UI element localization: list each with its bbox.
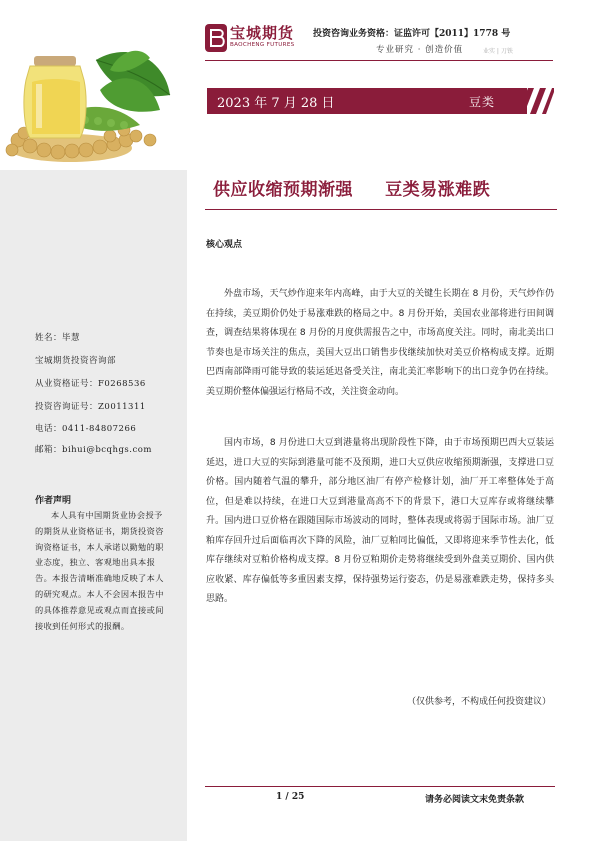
footer-divider: [205, 786, 555, 787]
footer-disclaimer-link[interactable]: 请务必阅读文末免责条款: [425, 795, 525, 805]
logo-mark-icon: [205, 24, 227, 52]
logo-chinese-name: 宝城期货: [230, 24, 295, 42]
author-email[interactable]: 邮箱：bihui@bcqhgs.com: [35, 445, 152, 455]
author-department: 宝城期货投资咨询部: [35, 356, 117, 366]
title-divider: [205, 209, 557, 210]
report-date: 2023 年 7 月 28 日: [217, 96, 335, 111]
header-divider: [205, 60, 553, 61]
core-view-heading: 核心观点: [206, 240, 243, 250]
page-number: 1 / 25: [276, 792, 305, 802]
paragraph-external-market: 外盘市场，天气炒作迎来年内高峰，由于大豆的关键生长期在 8 月份，天气炒作仍在持续，美豆期价仍处于易涨难跌的格局之中。8 月份开始，美国农业部将进行田间调查，调查结果将体现在 8 月份的月度供需报告之中，市场高度关注。同时，南北美出口节奏也是市场关注的焦点，美国大豆出口销售步伐继续加快对美豆价格构成支撑。近期巴西南部降雨可能导致的装运延迟备受关注，南北美汇率影响下的出口竞争仍在持续。美豆期价整体偏强运行格局不改，关注资金动向。: [206, 289, 554, 397]
oil-jar-soybean-image: [0, 0, 187, 170]
paragraph-domestic-market: 国内市场，8 月份进口大豆到港量将出现阶段性下降，由于市场预期巴西大豆装运延迟，进口大豆的实际到港量可能不及预期，进口大豆供应收缩预期渐强，支撑进口豆价格。国内随着气温的攀升，部分地区油厂有停产检修计划，油厂开工率整体处于高位，但是难以持续，在进口大豆到港量高高不下的背景下，港口大豆库存或将继续攀升。国内进口豆价格在跟随国际市场波动的同时，整体表现或将弱于国际市场。油厂豆粕库存回升过后面临再次下降的风险，油厂豆粕同比偏低，又即将迎来季节性去化，低库存继续对豆粕价格构成支撑。8 月份豆粕期价走势将继续受到外盘美豆期价、国内供应收紧、库存偏低等多重因素支撑，保持强势运行姿态，仍是易涨难跌走势，保持多头思路。: [206, 438, 554, 604]
declaration-body: 本人具有中国期货业协会授予的期货从业资格证书，期货投资咨询资格证书，本人承诺以勤勉的职业态度，独立、客观地出具本报告。本报告清晰准确地反映了本人的研究观点。本人不会因本报告中的具体推荐意见或观点而直接或间接收到任何形式的报酬。: [35, 510, 164, 631]
report-category: 豆类: [469, 95, 496, 109]
license-info: 投资咨询业务资格：证监许可【2011】1778 号: [313, 29, 511, 39]
hero-illustration: [0, 0, 187, 170]
slogan-tail: 业实 | 刀铁: [483, 48, 513, 55]
author-name: 姓名：毕慧: [35, 333, 81, 343]
company-logo: [205, 22, 305, 56]
consulting-number: 投资咨询证号：Z0011311: [35, 402, 146, 412]
company-slogan: 专业研究 · 创造价值: [376, 45, 464, 55]
author-phone: 电话：0411-84807266: [35, 424, 137, 434]
logo-english-name: BAOCHENG FUTURES: [230, 42, 295, 48]
qualification-number: 从业资格证号：F0268536: [35, 379, 146, 389]
report-title: 供应收缩预期渐强 豆类易涨难跌: [213, 180, 491, 200]
declaration-heading: 作者声明: [35, 496, 72, 506]
banner-stripes-decoration: [518, 88, 554, 114]
investment-disclaimer: （仅供参考，不构成任何投资建议）: [406, 697, 551, 707]
date-banner: [207, 88, 527, 114]
